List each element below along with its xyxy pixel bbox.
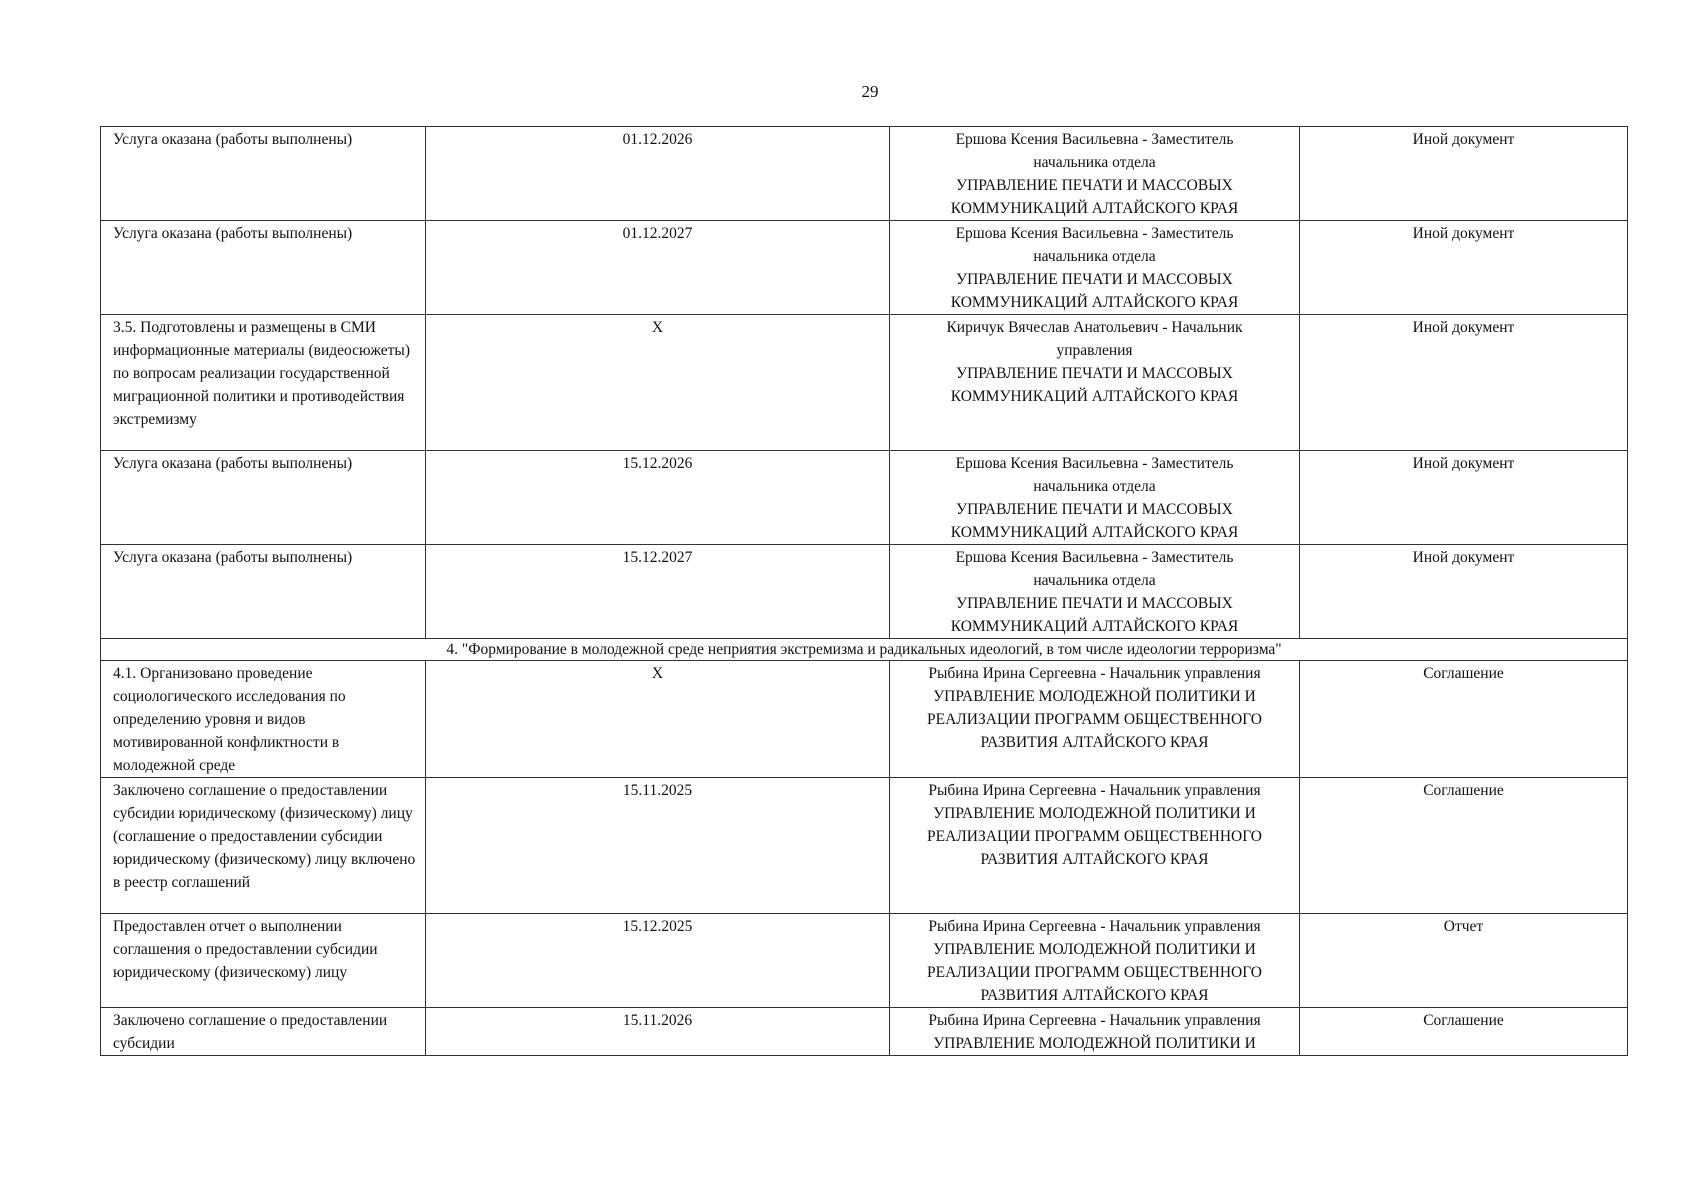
date-cell: 15.12.2026	[426, 451, 890, 545]
responsible-cell	[890, 221, 1300, 315]
responsible-line: КОММУНИКАЦИЙ АЛТАЙСКОГО КРАЯ	[950, 524, 1239, 541]
page-number: 29	[861, 82, 879, 101]
responsible-line: Рыбина Ирина Сергеевна - Начальник управления	[928, 1012, 1261, 1029]
responsible-line: Рыбина Ирина Сергеевна - Начальник управления	[928, 665, 1261, 682]
responsible-line: УПРАВЛЕНИЕ МОЛОДЕЖНОЙ ПОЛИТИКИ И	[933, 805, 1256, 822]
table-row	[101, 1008, 1628, 1056]
table-row	[101, 661, 1628, 778]
responsible-line: Ершова Ксения Васильевна - Заместитель	[955, 549, 1234, 566]
responsible-line: РЕАЛИЗАЦИИ ПРОГРАММ ОБЩЕСТВЕННОГО	[927, 964, 1262, 981]
table-row	[101, 451, 1628, 545]
responsible-cell	[890, 127, 1300, 221]
responsible-line: Рыбина Ирина Сергеевна - Начальник управления	[928, 782, 1261, 799]
responsible-line: начальника отдела	[1033, 478, 1156, 495]
responsible-line: управления	[1056, 342, 1133, 359]
responsible-line: начальника отдела	[1033, 248, 1156, 265]
responsible-line: Киричук Вячеслав Анатольевич - Начальник	[946, 319, 1243, 336]
event-cell: 3.5. Подготовлены и размещены в СМИ информационные материалы (видеосюжеты) по вопросам реализации государственной миграционной политики и противодействия экстремизму	[101, 315, 426, 451]
document-cell: Соглашение	[1300, 1008, 1628, 1056]
table-row	[101, 914, 1628, 1008]
document-cell: Иной документ	[1300, 451, 1628, 545]
responsible-line: РАЗВИТИЯ АЛТАЙСКОГО КРАЯ	[980, 734, 1209, 751]
responsible-line: Ершова Ксения Васильевна - Заместитель	[955, 131, 1234, 148]
document-cell: Иной документ	[1300, 221, 1628, 315]
event-cell: Заключено соглашение о предоставлении субсидии	[101, 1008, 426, 1056]
date-cell: 15.12.2025	[426, 914, 890, 1008]
table-row	[101, 127, 1628, 221]
date-cell: 15.11.2025	[426, 778, 890, 914]
table-row	[101, 545, 1628, 639]
date-cell: X	[426, 315, 890, 451]
event-cell: Услуга оказана (работы выполнены)	[101, 451, 426, 545]
event-cell: Предоставлен отчет о выполнении соглашения о предоставлении субсидии юридическому (физическому) лицу	[101, 914, 426, 1008]
document-cell: Иной документ	[1300, 127, 1628, 221]
responsible-line: КОММУНИКАЦИЙ АЛТАЙСКОГО КРАЯ	[950, 618, 1239, 635]
date-cell: 01.12.2027	[426, 221, 890, 315]
section-row	[101, 639, 1628, 661]
responsible-cell	[890, 661, 1300, 778]
table-row	[101, 315, 1628, 451]
date-cell: X	[426, 661, 890, 778]
document-cell: Отчет	[1300, 914, 1628, 1008]
plan-table	[100, 126, 1628, 1056]
table-row	[101, 778, 1628, 914]
responsible-line: УПРАВЛЕНИЕ ПЕЧАТИ И МАССОВЫХ	[956, 501, 1233, 518]
event-cell: Услуга оказана (работы выполнены)	[101, 221, 426, 315]
responsible-cell	[890, 778, 1300, 914]
date-cell: 15.11.2026	[426, 1008, 890, 1056]
responsible-cell	[890, 545, 1300, 639]
document-cell: Иной документ	[1300, 545, 1628, 639]
responsible-line: РАЗВИТИЯ АЛТАЙСКОГО КРАЯ	[980, 987, 1209, 1004]
responsible-line: КОММУНИКАЦИЙ АЛТАЙСКОГО КРАЯ	[950, 294, 1239, 311]
table-row	[101, 221, 1628, 315]
responsible-line: начальника отдела	[1033, 572, 1156, 589]
responsible-line: УПРАВЛЕНИЕ МОЛОДЕЖНОЙ ПОЛИТИКИ И	[933, 941, 1256, 958]
event-cell: 4.1. Организовано проведение социологического исследования по определению уровня и видов мотивированной конфликтности в молодежной среде	[101, 661, 426, 778]
responsible-line: РАЗВИТИЯ АЛТАЙСКОГО КРАЯ	[980, 851, 1209, 868]
responsible-line: РЕАЛИЗАЦИИ ПРОГРАММ ОБЩЕСТВЕННОГО	[927, 711, 1262, 728]
responsible-cell	[890, 1008, 1300, 1056]
responsible-line: УПРАВЛЕНИЕ ПЕЧАТИ И МАССОВЫХ	[956, 365, 1233, 382]
responsible-line: Рыбина Ирина Сергеевна - Начальник управления	[928, 918, 1261, 935]
responsible-line: КОММУНИКАЦИЙ АЛТАЙСКОГО КРАЯ	[950, 388, 1239, 405]
responsible-line: УПРАВЛЕНИЕ ПЕЧАТИ И МАССОВЫХ	[956, 177, 1233, 194]
responsible-line: Ершова Ксения Васильевна - Заместитель	[955, 225, 1234, 242]
responsible-cell	[890, 315, 1300, 451]
document-cell: Соглашение	[1300, 661, 1628, 778]
responsible-cell	[890, 451, 1300, 545]
document-cell: Иной документ	[1300, 315, 1628, 451]
responsible-line: УПРАВЛЕНИЕ ПЕЧАТИ И МАССОВЫХ	[956, 271, 1233, 288]
document-cell: Соглашение	[1300, 778, 1628, 914]
responsible-line: КОММУНИКАЦИЙ АЛТАЙСКОГО КРАЯ	[950, 200, 1239, 217]
responsible-line: начальника отдела	[1033, 154, 1156, 171]
responsible-line: РЕАЛИЗАЦИИ ПРОГРАММ ОБЩЕСТВЕННОГО	[927, 828, 1262, 845]
date-cell: 01.12.2026	[426, 127, 890, 221]
responsible-line: Ершова Ксения Васильевна - Заместитель	[955, 455, 1234, 472]
responsible-line: УПРАВЛЕНИЕ ПЕЧАТИ И МАССОВЫХ	[956, 595, 1233, 612]
section-heading: 4. "Формирование в молодежной среде неприятия экстремизма и радикальных идеологий, в том числе идеологии терроризма"	[101, 639, 1628, 661]
responsible-line: УПРАВЛЕНИЕ МОЛОДЕЖНОЙ ПОЛИТИКИ И	[933, 1035, 1256, 1052]
date-cell: 15.12.2027	[426, 545, 890, 639]
responsible-cell	[890, 914, 1300, 1008]
responsible-line: УПРАВЛЕНИЕ МОЛОДЕЖНОЙ ПОЛИТИКИ И	[933, 688, 1256, 705]
event-cell: Услуга оказана (работы выполнены)	[101, 127, 426, 221]
event-cell: Услуга оказана (работы выполнены)	[101, 545, 426, 639]
event-cell: Заключено соглашение о предоставлении субсидии юридическому (физическому) лицу (соглашение о предоставлении субсидии юридическому (физическому) лицу включено в реестр соглашений	[101, 778, 426, 914]
